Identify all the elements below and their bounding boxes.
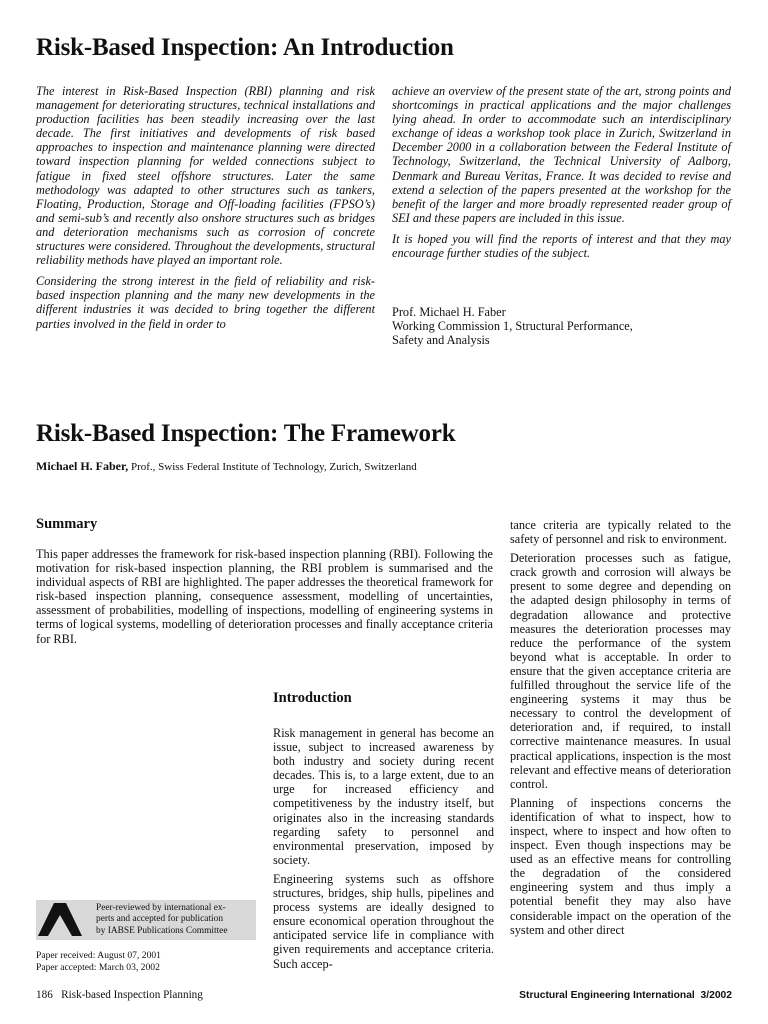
signature-name: Prof. Michael H. Faber	[392, 305, 506, 319]
peer-review-text	[96, 903, 228, 938]
paper-dates	[36, 950, 161, 974]
intro-paragraph: achieve an overview of the present state of the art, strong points and shortcomings in practical applications and the major challenges lying ahead. In order to accommodate such an interdisciplinary exchange of ideas a workshop took place in Zurich, Switzerland in December 2000 in a collaboration between the Federal Institute of Technology, Switzerland, the Technical University of Aalborg, Denmark and Bureau Veritas, France. It was decided to revise and extend a selection of the papers presented at the workshop for the benefit of the larger and more broadly represented reader group of SEI and these papers are included in this issue.	[392, 84, 731, 225]
summary-text: This paper addresses the framework for risk-based inspection planning (RBI). Following the motivation for risk-based inspection planning, the RBI problem is summarised and the individual aspects of RBI are highlighted. The paper addresses the theoretical framework for risk-based inspection planning, consequence assessment, modelling of uncertainties, assessment of probabilities, modelling of inspections, modelling of engineering systems in terms of logical systems, modelling of deterioration processes and finally acceptance criteria for RBI.	[36, 547, 493, 646]
paper-received: Paper received: August 07, 2001	[36, 950, 161, 961]
page-number: 186	[36, 989, 53, 1001]
peer-review-line: Peer-reviewed by international ex-	[96, 902, 226, 913]
introduction-heading: Introduction	[273, 690, 352, 706]
right-body-column	[510, 518, 731, 942]
intro-left-column	[36, 84, 375, 338]
peer-review-line: perts and accepted for publication	[96, 914, 224, 925]
peer-review-line: by IABSE Publications Committee	[96, 925, 228, 936]
intro-paragraph: The interest in Risk-Based Inspection (RBI) planning and risk management for deteriorating structures, technical installations and production facilities has been steadily increasing over the last decade. The first initiatives and developments of risk based approaches to inspection and maintenance planning were directed toward inspection planning for welded connections subject to fatigue in fixed steel offshore structures. Later the same methodology was adapted to other structures such as tankers, Floating, Production, Storage and Off-loading facilities (FPSO’s) and semi-sub’s and recently also onshore structures such as bridges and deterioration mechanisms such as corrosion of concrete structures were considered. Throughout the developments, structural reliability methods have played an important role.	[36, 84, 375, 268]
iabse-logo-icon	[38, 903, 82, 936]
introduction-column	[273, 726, 494, 976]
journal-name: Structural Engineering International 3/2002	[519, 990, 732, 1001]
intro-paragraph: Considering the strong interest in the field of reliability and risk-based inspection planning and the many new developments in the different industries it was decided to bring together the different parties involved in the field in order to	[36, 274, 375, 331]
intro-paragraph: It is hoped you will find the reports of interest and that they may encourage further studies of the subject.	[392, 231, 731, 261]
body-paragraph: Planning of inspections concerns the identification of what to inspect, how to inspect, where to inspect and how often to inspect. Even though inspections may be used as an effective means for controlling the degradation of the considered engineering system and thus imply a potential benefit they may also have considerable impact on the operation of the system and other direct	[510, 795, 731, 937]
body-paragraph: Deterioration processes such as fatigue, crack growth and corrosion will always be present to some degree and depending on the adapted design philosophy in terms of degradation allowance and protective measures the deterioration processes may reduce the performance of the system beyond what is acceptable. In order to ensure that the given acceptance criteria are fulfilled throughout the service life of the engineering systems it may thus be necessary to control the development of deterioration and, if required, to install corrective maintenance measures. In usual practical applications, inspection is the most relevant and effective means of deterioration control.	[510, 551, 731, 791]
intro-title: Risk-Based Inspection: An Introduction	[36, 34, 454, 61]
author-line	[36, 459, 417, 474]
body-paragraph: tance criteria are typically related to the safety of personnel and risk to environment.	[510, 518, 731, 547]
footer-left	[36, 989, 203, 1001]
body-paragraph: Engineering systems such as offshore structures, bridges, ship hulls, pipelines and process systems are ideally designed to ensure economical operation throughout the anticipated service life in compliance with given requirements and acceptance criteria. Such accep-	[273, 871, 494, 971]
paper-accepted: Paper accepted: March 03, 2002	[36, 962, 160, 973]
article-title: Risk-Based Inspection: The Framework	[36, 420, 456, 447]
author-affiliation: Prof., Swiss Federal Institute of Technology, Zurich, Switzerland	[130, 461, 417, 473]
signature-block	[392, 305, 633, 347]
peer-review-box	[36, 900, 256, 940]
body-paragraph: Risk management in general has become an issue, subject to increased awareness by both industry and society during recent decades. This is, to a large extent, due to an urge for increased efficiency and competitiveness by the industry itself, but originates also in the increasing standards regarding safety to personnel and environmental preservation, imposed by society.	[273, 726, 494, 867]
summary-heading: Summary	[36, 516, 98, 532]
signature-commission: Working Commission 1, Structural Performance,	[392, 319, 633, 334]
intro-right-column	[392, 84, 731, 267]
signature-commission-cont: Safety and Analysis	[392, 333, 490, 348]
author-name: Michael H. Faber,	[36, 459, 129, 473]
running-title: Risk-based Inspection Planning	[61, 989, 203, 1001]
